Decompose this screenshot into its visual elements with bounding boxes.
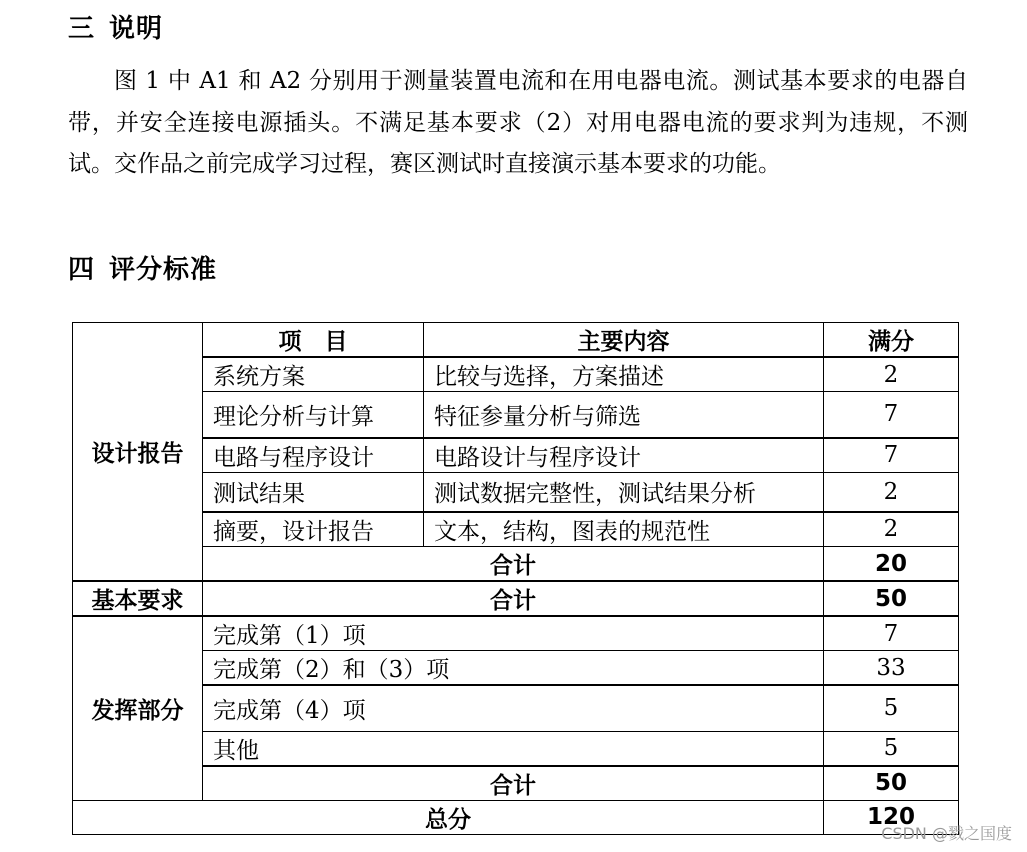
table-row: [73, 731, 959, 766]
row-item: 完成第（4）项: [203, 685, 824, 731]
row-item: 摘要，设计报告: [203, 512, 424, 547]
grading-table: [72, 322, 959, 835]
row-content: 文本，结构，图表的规范性: [424, 512, 824, 547]
total-label: 总分: [73, 800, 824, 834]
table-row: [73, 438, 959, 473]
design-subtotal-label: 合计: [203, 547, 824, 582]
csdn-watermark: CSDN @戮之国度: [881, 824, 1012, 843]
row-item: 其他: [203, 731, 824, 766]
extended-part-label: 发挥部分: [73, 616, 203, 800]
section-4-number: 四: [68, 255, 96, 285]
header-item: 项 目: [203, 323, 424, 358]
basic-subtotal-score: 50: [824, 581, 959, 616]
row-score: 2: [824, 357, 959, 392]
section-3-paragraph: 图 1 中 A1 和 A2 分别用于测量装置电流和在用电器电流。测试基本要求的电器自带，并安全连接电源插头。不满足基本要求（2）对用电器电流的要求判为违规，不测试。交作品之前完成学习过程，赛区测试时直接演示基本要求的功能。: [68, 68, 968, 177]
header-content: 主要内容: [424, 323, 824, 358]
section-4-title: 评分标准: [109, 255, 218, 285]
row-score: 2: [824, 512, 959, 547]
basic-requirement-label: 基本要求: [73, 581, 203, 616]
table-header-row: [73, 323, 959, 358]
section-3-number: 三: [68, 14, 96, 44]
table-row: [73, 651, 959, 686]
section-3-title: 说明: [109, 14, 164, 44]
row-score: 7: [824, 616, 959, 651]
row-score: 7: [824, 438, 959, 473]
row-score: 5: [824, 685, 959, 731]
row-content: 测试数据完整性，测试结果分析: [424, 473, 824, 512]
total-row: [73, 800, 959, 834]
design-subtotal-row: [73, 547, 959, 582]
row-item: 完成第（2）和（3）项: [203, 651, 824, 686]
table-row: [73, 512, 959, 547]
section-3-body: [68, 61, 968, 186]
row-content: 比较与选择，方案描述: [424, 357, 824, 392]
extended-subtotal-score: 50: [824, 766, 959, 801]
row-item: 电路与程序设计: [203, 438, 424, 473]
table-row: [73, 616, 959, 651]
row-item: 系统方案: [203, 357, 424, 392]
row-item: 理论分析与计算: [203, 392, 424, 438]
row-score: 5: [824, 731, 959, 766]
row-score: 7: [824, 392, 959, 438]
design-report-label: 设计报告: [73, 323, 203, 582]
table-row: [73, 392, 959, 438]
row-content: 电路设计与程序设计: [424, 438, 824, 473]
basic-subtotal-label: 合计: [203, 581, 824, 616]
basic-requirement-row: [73, 581, 959, 616]
row-content: 特征参量分析与筛选: [424, 392, 824, 438]
row-score: 2: [824, 473, 959, 512]
design-subtotal-score: 20: [824, 547, 959, 582]
table-row: [73, 473, 959, 512]
total-score: 120: [824, 800, 959, 834]
table-row: [73, 685, 959, 731]
section-3-heading: [68, 8, 163, 45]
header-score: 满分: [824, 323, 959, 358]
extended-subtotal-label: 合计: [203, 766, 824, 801]
section-4-heading: [68, 249, 217, 286]
row-item: 完成第（1）项: [203, 616, 824, 651]
row-item: 测试结果: [203, 473, 424, 512]
table-row: [73, 357, 959, 392]
extended-subtotal-row: [73, 766, 959, 801]
row-score: 33: [824, 651, 959, 686]
